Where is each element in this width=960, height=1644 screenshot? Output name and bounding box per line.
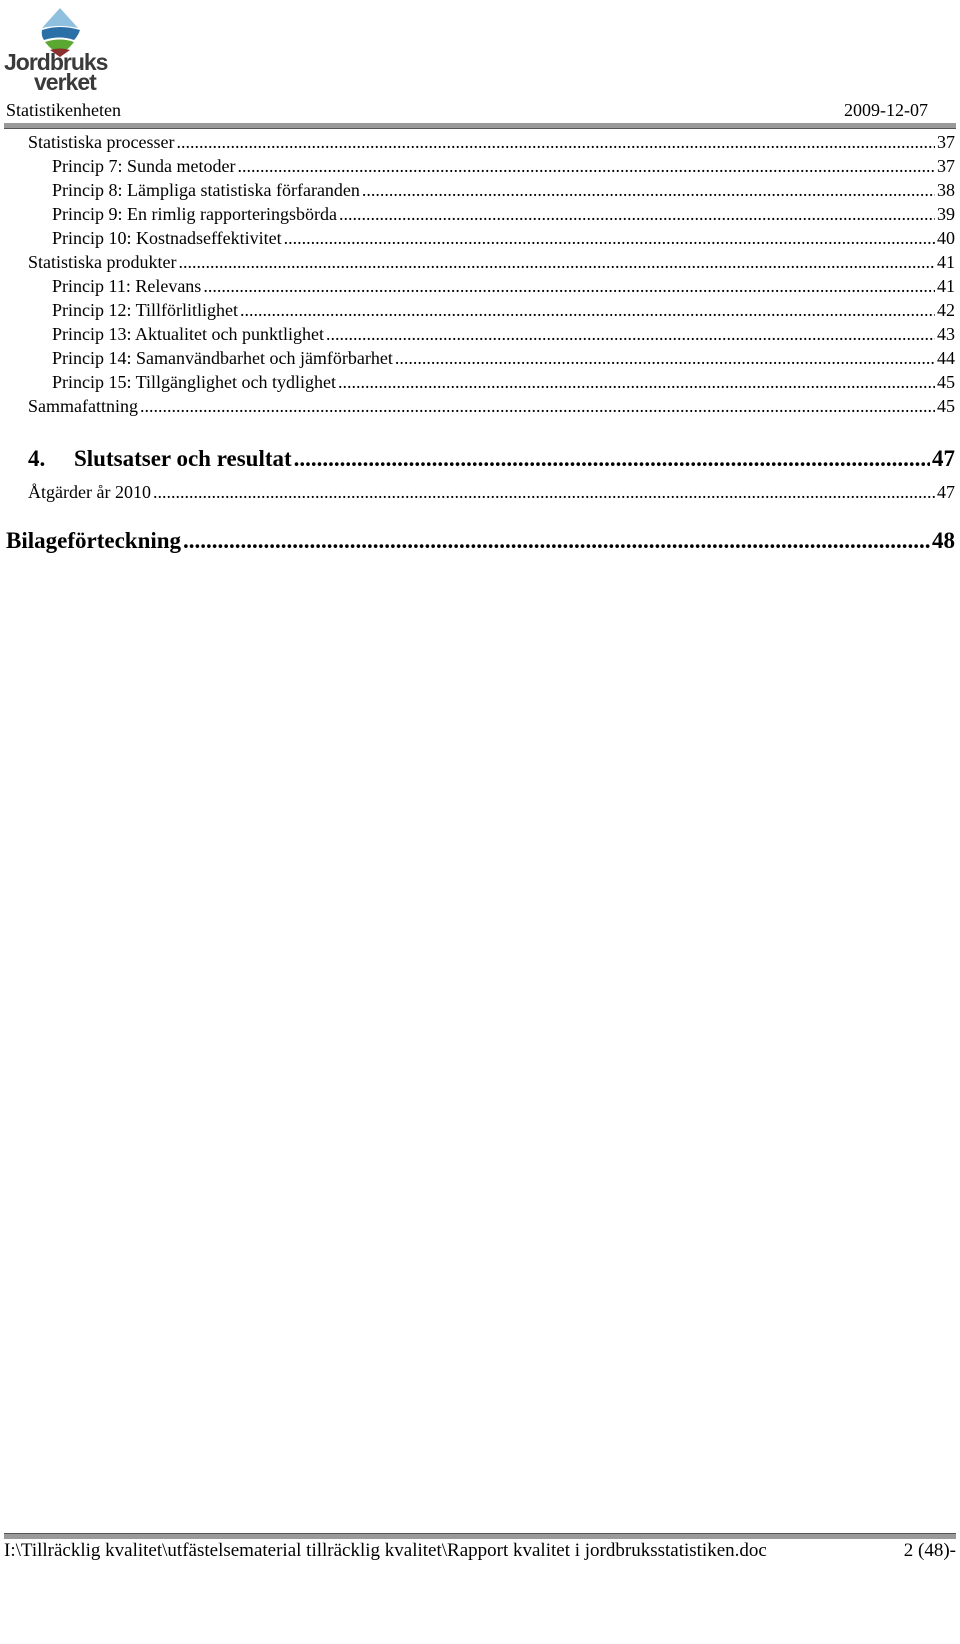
toc-entry[interactable]: Princip 12: Tillförlitlighet ..... 42 [28, 298, 955, 322]
footer [4, 1540, 956, 1562]
toc-entry[interactable]: Princip 11: Relevans ..... 41 [28, 274, 955, 298]
jordbruksverket-logo [4, 2, 122, 94]
toc-entry[interactable]: Princip 10: Kostnadseffektivitet ..... 40 [28, 226, 955, 250]
footer-rule [4, 1533, 956, 1539]
logo-text-line1: Jordbruks [4, 49, 108, 75]
toc-entry[interactable]: Princip 7: Sunda metoder ..... 37 [28, 154, 955, 178]
toc-bilageforteckning[interactable]: Bilageförteckning ..... 48 [6, 526, 955, 556]
toc-entry[interactable]: Princip 8: Lämpliga statistiska förfaranden ..... 38 [28, 178, 955, 202]
toc-entry[interactable]: Statistiska produkter ..... 41 [28, 250, 955, 274]
toc-entry[interactable]: Statistiska processer ..... 37 [28, 130, 955, 154]
toc-entry[interactable]: Princip 14: Samanvändbarhet och jämförbarhet ..... 44 [28, 346, 955, 370]
header-department: Statistikenheten [6, 100, 121, 120]
header-rule [4, 123, 956, 129]
footer-page-number: 2 (48)- [903, 1540, 956, 1561]
table-of-contents [6, 130, 955, 556]
toc-entry[interactable]: Sammafattning ..... 45 [28, 394, 955, 418]
header-date: 2009-12-07 [844, 100, 928, 120]
toc-entry[interactable]: Princip 13: Aktualitet och punktlighet ..... 43 [28, 322, 955, 346]
footer-file-path: I:\Tillräcklig kvalitet\utfästelsematerial tillräcklig kvalitet\Rapport kvalitet i jordbruksstatistiken.doc [4, 1540, 767, 1561]
toc-chapter-4[interactable]: 4. Slutsatser och resultat ..... 47 [28, 444, 955, 474]
toc-entry[interactable]: Princip 9: En rimlig rapporteringsbörda ..... 39 [28, 202, 955, 226]
toc-entry[interactable]: Åtgärder år 2010 ..... 47 [28, 480, 955, 504]
logo-text-line2: verket [34, 69, 96, 95]
toc-entry[interactable]: Princip 15: Tillgänglighet och tydlighet ..... 45 [28, 370, 955, 394]
